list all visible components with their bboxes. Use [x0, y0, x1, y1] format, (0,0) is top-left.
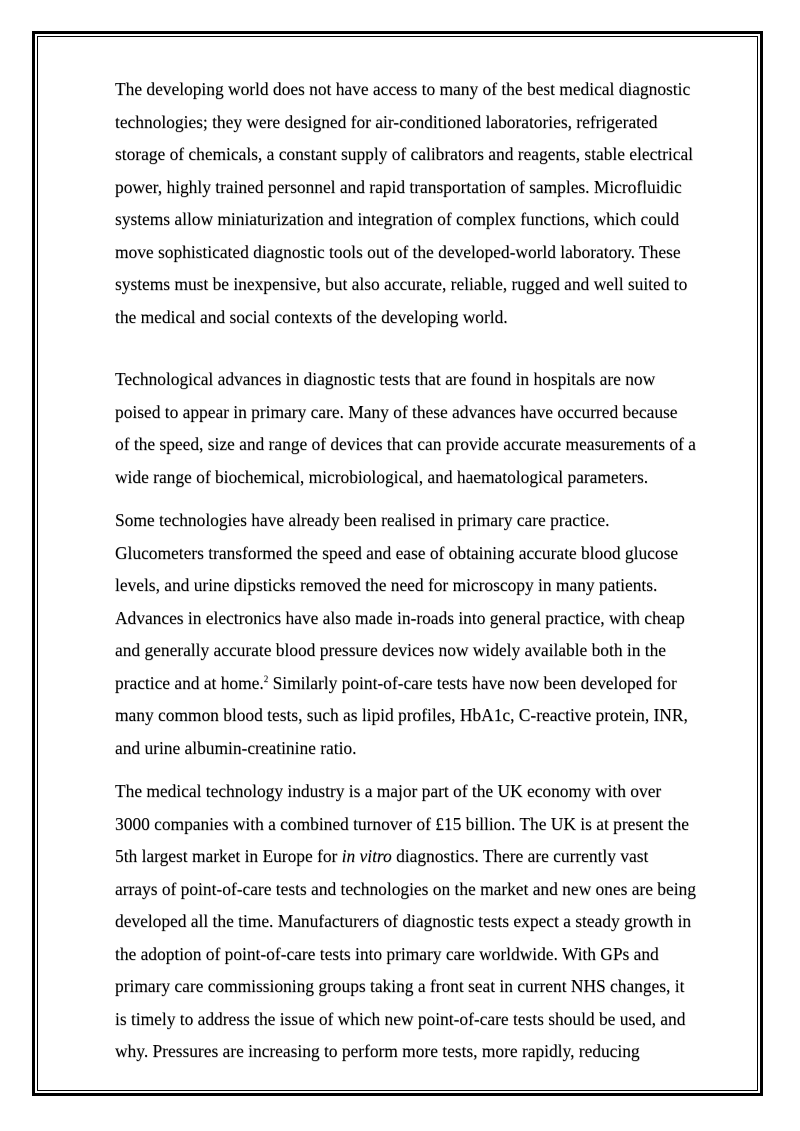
text-fragment: 5th largest market in Europe for — [115, 846, 342, 866]
text-line: systems must be inexpensive, but also accurate, reliable, rugged and well suited to — [115, 274, 688, 294]
text-line: systems allow miniaturization and integration of complex functions, which could — [115, 209, 680, 229]
paragraph-developing-world — [115, 73, 747, 333]
text-line: the medical and social contexts of the developing world. — [115, 306, 508, 327]
text-fragment: diagnostics. There are currently vast — [391, 846, 649, 866]
text-line: The developing world does not have access to many of the best medical diagnostic — [115, 79, 691, 99]
text-line: levels, and urine dipsticks removed the need for microscopy in many patients. — [115, 575, 658, 595]
text-line: Advances in electronics have also made in-roads into general practice, with cheap — [115, 607, 685, 628]
text-line: move sophisticated diagnostic tools out of the developed-world laboratory. These — [115, 241, 681, 262]
text-line: Glucometers transformed the speed and ease of obtaining accurate blood glucose — [115, 542, 679, 563]
paragraph-technological-advances — [115, 363, 747, 493]
text-line: technologies; they were designed for air-conditioned laboratories, refrigerated — [115, 111, 658, 132]
paragraph-medical-technology-industry — [115, 775, 747, 1068]
document-body — [115, 73, 747, 1068]
italic-term: in vitro — [341, 846, 392, 866]
text-line: 3000 companies with a combined turnover of £15 billion. The UK is at present the — [115, 813, 689, 834]
text-fragment: practice and at home. — [115, 672, 264, 693]
text-line: and generally accurate blood pressure devices now widely available both in the — [115, 640, 666, 660]
text-line: primary care commissioning groups taking a front seat in current NHS changes, it — [115, 976, 685, 996]
text-line-with-italic — [115, 840, 747, 873]
text-line: wide range of biochemical, microbiological, and haematological parameters. — [115, 466, 649, 487]
text-line: many common blood tests, such as lipid profiles, HbA1c, C-reactive protein, INR, — [115, 705, 688, 725]
text-line-with-reference — [115, 667, 747, 700]
text-line: and urine albumin-creatinine ratio. — [115, 737, 357, 758]
text-line: is timely to address the issue of which new point-of-care tests should be used, and — [115, 1008, 686, 1029]
text-line: arrays of point-of-care tests and technologies on the market and new ones are being — [115, 878, 696, 899]
text-line: Some technologies have already been realised in primary care practice. — [115, 510, 610, 530]
text-line: developed all the time. Manufacturers of diagnostic tests expect a steady growth in — [115, 911, 692, 931]
text-line: The medical technology industry is a major part of the UK economy with over — [115, 781, 662, 801]
text-line: Technological advances in diagnostic tests that are found in hospitals are now — [115, 369, 656, 389]
text-line: the adoption of point-of-care tests into primary care worldwide. With GPs and — [115, 943, 659, 964]
text-line: poised to appear in primary care. Many of these advances have occurred because — [115, 401, 678, 422]
text-line: storage of chemicals, a constant supply of calibrators and reagents, stable electrical — [115, 144, 694, 164]
text-line: of the speed, size and range of devices that can provide accurate measurements of a — [115, 434, 696, 454]
paragraph-primary-care-technologies — [115, 504, 747, 764]
text-fragment: Similarly point-of-care tests have now been developed for — [268, 672, 677, 693]
text-line: power, highly trained personnel and rapid transportation of samples. Microfluidic — [115, 176, 682, 197]
footnote-reference[interactable]: 2 — [263, 673, 269, 684]
text-line: why. Pressures are increasing to perform more tests, more rapidly, reducing — [115, 1041, 640, 1061]
